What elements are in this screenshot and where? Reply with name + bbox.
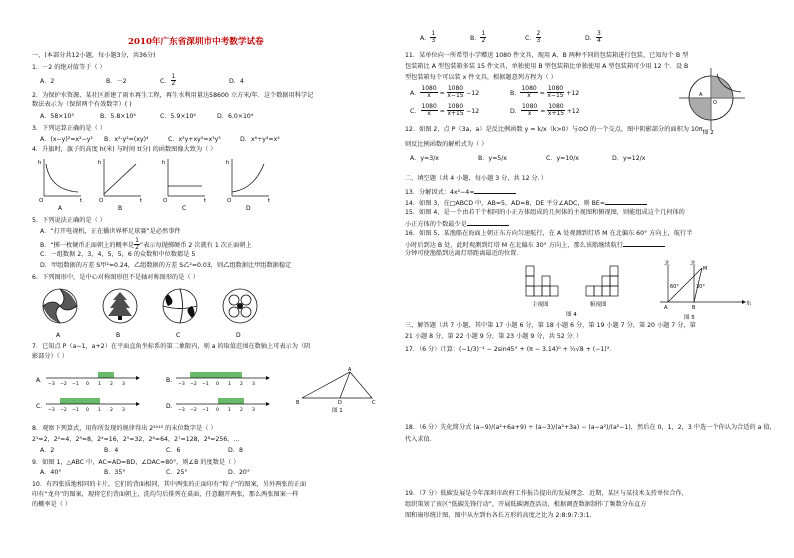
q7-numberline-a [36,372,140,387]
q2-line2: 数法表示为（保留两个有效数字）( ) [32,101,132,108]
q3-option-a: A．(x−y)²=x²−y² [40,136,93,143]
q2-option-d: D．6.0×10⁴ [217,113,254,120]
q1-option-b: B．－2 [106,78,127,85]
q8-option-c: C．6 [166,447,181,454]
svg-text:0: 0 [86,408,89,413]
svg-text:2: 2 [240,382,243,387]
q9-option-b: B．35° [104,469,126,476]
q9-stem: 9．如图 1，△ABC 中，AC=AD=BD，∠DAC=80°，则∠B 的度数是（ ） [32,459,240,466]
svg-text:A: A [699,92,703,98]
q11-line1: 11．某单位向一所希望小学赠送 1080 件文具，现用 A、B 两种不同的包装箱进行包装，已知每个 B 型 [405,52,689,59]
svg-text:h: h [38,160,42,166]
svg-text:D．: D． [166,403,177,410]
q1-option-c: C． $\frac{1}{2}$ [160,73,176,88]
q1-option-d: D．4 [229,78,244,85]
q16-line3: 分钟可使渔船到达离灯塔距离最近的位置． [405,250,523,257]
svg-text:0: 0 [86,382,89,387]
svg-text:t: t [204,198,207,204]
svg-text:h: h [98,160,102,166]
svg-text:2: 2 [110,382,113,387]
section1-heading: 一、(本部分共12小题，每小题3分，共36分) [32,52,156,59]
q2-line1: 2．为保护水资源，某社区新建了雨水再生工程，再生水利用量达58600 立方米/年．这个数据用科学记 [32,92,314,99]
q6-figure-c-pattern [163,289,197,339]
q12-option-a: A．y=3/x [410,155,439,162]
q5-option-b: B．“掷一枚硬币正面朝上的概率是 $\frac{1}{2}$ ”表示每抛掷硬币 2 次就有 1 次正面朝上 [40,237,252,252]
q4-graph-a [38,159,83,212]
q18-line2: 代入求值． [405,436,436,443]
figure4-views [520,258,640,318]
svg-text:D: D [236,332,241,339]
section3-line1: 三、解答题（共 7 小题，其中第 17 小题 6 分，第 18 小题 6 分，第 19 小题 7 分，第 20 小题 7 分，第 [405,322,696,329]
q7-line2: 影部分）（ ） [32,353,68,360]
q4-graph-b [98,159,143,212]
q10-line3: 的概率是（ ） [32,501,72,508]
svg-text:A．: A． [36,377,47,384]
q5-option-d: D．甲组数据的方差 S甲²=0.24，乙组数据的方差 S乙²=0.03，则乙组数据比甲组数据稳定 [40,262,292,269]
svg-text:东: 东 [746,301,752,307]
q5-stem: 5．下列说法正确的是（ ） [32,217,106,224]
q19-line1: 19．（7 分）低碳发展是今年深圳市政府工作报告提出的发展理念．近期，某区与某技术支持单位合作， [405,490,688,497]
q3-option-d: D．x⁶÷y²=x⁴ [240,136,280,143]
q13: 13．分解因式：4x²−4= [405,187,516,197]
q7-numberline-b [166,372,270,387]
section2-heading: 二、填空题（共 4 小题，每小题 3 分，共 12 分．） [405,175,548,182]
svg-text:1: 1 [98,382,101,387]
svg-text:0: 0 [216,408,219,413]
q10-option-c: C． $\frac{2}{3}$ [525,30,541,45]
figure5-navigation [650,262,760,324]
q6-figure-d-circles [223,289,257,339]
q6-stem: 6．下列图形中，是中心对称图形但不是轴对称图形的是（ ） [32,274,199,281]
svg-text:D: D [246,205,251,212]
svg-text:3: 3 [252,382,255,387]
svg-text:1: 1 [98,408,101,413]
q12-option-b: B．y=5/x [478,155,507,162]
svg-text:B: B [692,305,696,311]
q9-option-c: C．25° [166,469,188,476]
svg-text:俯视图: 俯视图 [590,302,607,308]
q4-graph-c [162,159,207,212]
q2-option-a: A．58×10³ [40,113,74,120]
svg-text:0: 0 [216,382,219,387]
q8-option-a: A．2 [40,447,55,454]
svg-text:图 5: 图 5 [684,315,695,321]
q12-line1: 12．如图 2，点 P（3a，a）是反比例函数 y = k/x（k>0）与⊙O 的一个交点，图中阴影部分的面积为 10π， [405,126,709,133]
q7-numberline-d [166,398,270,413]
svg-text:B: B [116,332,121,339]
svg-text:3: 3 [122,408,125,413]
q10-option-d: D． $\frac{3}{4}$ [585,30,601,45]
svg-text:B: B [296,400,300,406]
svg-text:h: h [162,160,166,166]
svg-text:O: O [163,198,168,204]
svg-text:图 2: 图 2 [703,130,714,136]
q9-option-a: A．40° [40,469,62,476]
q5-option-c: C．一组数据 2，3，4，5，5，6 的众数和中位数都是 5 [40,251,196,258]
svg-text:−3: −3 [48,382,55,387]
main-view [526,266,558,296]
svg-text:−3: −3 [178,382,185,387]
svg-text:C: C [182,205,187,212]
svg-text:C: C [176,332,181,339]
q5-option-a: A．“打开电视机，正在播世界杯足球赛”是必然事件 [40,228,181,235]
svg-text:C: C [372,400,376,406]
svg-text:t: t [268,198,271,204]
svg-text:D: D [338,400,342,406]
q17: 17．（6 分）计算：(−1/3)⁻² − 2sin45° + (π − 3.14)⁰ + ½√8 + (−1)³． [405,346,616,353]
svg-text:图 4: 图 4 [566,312,577,318]
q19-line3: 图和扇形统计图，图中从左到右各长方形的高度之比为 2:8:9:7:3:1． [405,512,596,519]
q1-option-a: A．2 [40,78,55,85]
svg-text:60°: 60° [670,284,679,290]
q10-line2: 印有“龙舟”的图案，现将它们背面朝上，洗均匀后排列在桌面，任意翻开两张，那么两张图案一样 [32,491,299,498]
top-view [586,266,618,296]
svg-text:h: h [226,160,230,166]
q6-figure-a-pinwheel [43,289,77,339]
svg-text:t: t [80,198,83,204]
svg-text:−3: −3 [48,408,55,413]
svg-text:北: 北 [664,261,670,267]
svg-text:−2: −2 [190,408,197,413]
q4-graphs [36,156,286,212]
q6-figures [38,286,278,338]
q7-numberline-c [36,398,140,413]
svg-text:3: 3 [122,382,125,387]
q8-option-d: D．8 [228,447,243,454]
q3-option-b: B．x²·y²=(xy)⁴ [104,136,149,143]
svg-text:O: O [39,198,44,204]
q4-stem: 4．升旗时，旗子的高度 h(米) 与时间 t(分) 的函数图像大致为（ ） [32,146,217,153]
q8-option-b: B．4 [104,447,119,454]
svg-text:O: O [713,100,717,106]
svg-text:−1: −1 [72,382,79,387]
q12-option-c: C．y=10/x [546,155,579,162]
svg-text:A: A [664,305,668,311]
q19-line2: 组织策划了该区“低碳先锋行动”，开展低碳调查活动，根据调查数据制作了频数分布直方 [405,501,647,508]
q12-line2: 则反比例函数的解析式为（ ） [405,141,488,148]
svg-text:30°: 30° [696,284,705,290]
q7-line1: 7．已知点 P（a−1，a+2）在平面直角坐标系的第二象限内，则 a 的取值范围在数轴上可表示为（阴 [32,343,311,350]
svg-text:图 1: 图 1 [332,408,343,414]
svg-text:A: A [58,205,63,212]
svg-text:C．: C． [36,403,47,410]
svg-text:O: O [227,198,232,204]
q8-line1: 8．观察下列算式，用你所发现的规律得出 2²⁰¹⁰ 的末位数字是（ ） [32,425,217,432]
q7-number-lines [36,364,296,420]
q11-option-b: B． $\frac{1080}{x}$ = $\frac{1080}{x-15}$ +12 [510,85,580,100]
svg-text:M: M [703,266,708,272]
q10-line1: 10．有四张质地相同的卡片，它们的背面相同，其中两张的正面印有“粽子”的图案，另外两张的正面 [32,481,307,488]
q15-line1: 15．如图 4，是一个由若干个相同的小正方体组成的几何体的主视图和俯视图，则能组成这个几何体的 [405,209,685,216]
q14: 14．如图 3，在□ABCD 中，AB=5，AD=8，DE 平分∠ADC，则 BE= [405,198,647,208]
svg-text:−2: −2 [60,382,67,387]
page-title: 2010年广东省深圳市中考数学试卷 [128,37,264,47]
svg-text:2: 2 [240,408,243,413]
svg-text:A: A [348,367,352,373]
svg-text:t: t [140,198,143,204]
svg-text:1: 1 [228,408,231,413]
figure1-triangle [292,366,382,416]
q9-option-d: D．20° [228,469,250,476]
q10-option-a: A． $\frac{1}{3}$ [420,30,436,45]
q3-option-c: C．x²y+xy²=x³y³ [168,136,221,143]
q10-option-b: B． $\frac{1}{2}$ [470,30,486,45]
q11-option-d: D． $\frac{1080}{x}$ = $\frac{1080}{x+15}$ +12 [510,103,580,118]
q2-option-c: C．5.9×10⁴ [160,113,196,120]
svg-text:2: 2 [110,408,113,413]
q2-option-b: B．5.8×10⁴ [100,113,136,120]
svg-text:主视图: 主视图 [532,302,549,308]
svg-text:3: 3 [252,408,255,413]
q11-option-c: C． $\frac{1080}{x}$ = $\frac{1080}{x+15}$ −12 [410,103,480,118]
q16-line2: 小时后到达 B 处，此时观测到灯塔 M 在北偏东 30° 方向上，那么该船继续航行 [405,240,665,250]
q1-stem: 1．－2 的绝对值等于（ ） [32,64,106,71]
q12-option-d: D．y=12/x [612,155,646,162]
svg-text:B．: B． [166,377,177,384]
svg-text:−3: −3 [178,408,185,413]
q15-line2: 小正方体的个数最少是 [405,219,509,229]
svg-text:北: 北 [690,261,696,267]
svg-text:A: A [56,332,61,339]
svg-text:−2: −2 [190,382,197,387]
svg-text:1: 1 [228,382,231,387]
svg-text:−2: −2 [60,408,67,413]
svg-text:−1: −1 [202,382,209,387]
svg-text:O: O [99,198,104,204]
q11-option-a: A． $\frac{1080}{x}$ = $\frac{1080}{x-15}$ −12 [410,85,480,100]
q11-line2: 包装箱比 A 型包装箱多装 15 件文具，单独使用 B 型包装箱比单独使用 A 型包装箱可少用 12 个．设 B [405,63,689,70]
q8-line2: 2¹=2，2²=4，2³=8，2⁴=16，2⁵=32，2⁶=64，2⁷=128，2⁸=256，… [32,436,240,443]
q18-line1: 18．（6 分）先化简分式 (a−9)/(a²+6a+9) ÷ (a−3)/(a²+3a) − (a−a²)/(a²−1)，然后在 0，1，2，3 中选一个你认为合适的 a 值， [405,424,776,431]
svg-text:B: B [118,205,123,212]
q11-line3: 型包装箱每个可以装 x 件文具，根据题意列方程为（ ） [405,74,557,81]
q6-figure-b-tree [103,289,137,339]
q4-graph-d [226,159,271,212]
q3-stem: 3．下列运算正确的是（ ） [32,125,106,132]
section3-line2: 21 小题 8 分，第 22 小题 9 分，第 23 小题 9 分，共 52 分．） [405,333,583,340]
q16-line1: 16．如图 5，某渔船在海面上朝正东方向匀速航行，在 A 处观测到灯塔 M 在北偏东 60° 方向上，航行半 [405,230,693,237]
svg-text:−1: −1 [202,408,209,413]
svg-text:−1: −1 [72,408,79,413]
